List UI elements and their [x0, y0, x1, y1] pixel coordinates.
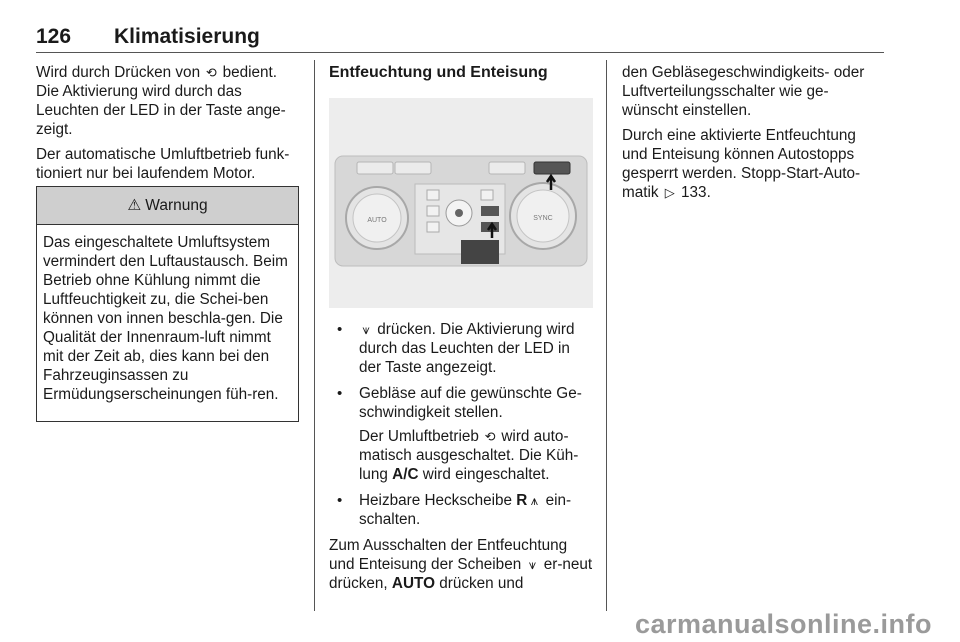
list-item: • Heizbare Heckscheibe R ⩚ ein-schalten.	[329, 491, 593, 529]
instruction-list	[329, 320, 593, 422]
recirc-paragraph: Wird durch Drücken von ⟲ bedient. Die Aktivierung wird durch das Leuchten der LED in der Taste ange-zeigt.	[36, 64, 286, 138]
warning-header	[37, 187, 298, 225]
climate-control-panel-image	[329, 98, 593, 308]
column-1	[36, 63, 302, 189]
warning-box	[36, 186, 299, 422]
watermark: carmanualsonline.info	[634, 609, 932, 639]
column-divider-left	[314, 60, 315, 611]
list-item: • ⩛ drücken. Die Aktivierung wird durch das Leuchten der LED in der Taste angezeigt.	[329, 320, 593, 377]
auto-recirc-paragraph: Der automatische Umluftbetrieb funk-tioniert nur bei laufendem Motor.	[36, 146, 290, 182]
windshield-defrost-icon: ⩛	[528, 557, 537, 572]
autostop-paragraph: Durch eine aktivierte Entfeuchtung und Enteisung können Autostopps gesperrt werden. Stopp-Start-Auto-matik ▷ 133.	[622, 127, 861, 201]
instruction-list-2	[329, 491, 593, 529]
blower-paragraph: den Gebläsegeschwindigkeits- oder Luftverteilungsschalter wie ge-wünscht einstellen.	[622, 64, 865, 119]
auto-label: AUTO	[391, 575, 435, 592]
recirc-auto-off-note: Der Umluftbetrieb ⟲ wird auto-matisch ausgeschaltet. Die Küh-lung A/C wird eingeschaltet.	[359, 428, 579, 483]
recirculation-icon: ⟲	[205, 65, 217, 80]
column-2-text	[329, 320, 593, 593]
recirculation-icon: ⟲	[484, 429, 496, 444]
page-number: 126	[36, 25, 72, 48]
warning-title: Warnung	[145, 196, 208, 214]
warning-body: Das eingeschaltete Umluftsystem vermindert den Luftaustausch. Beim Betrieb ohne Kühlung nimmt die Luftfeuchtigkeit zu, die Schei-ben können von innen beschla-gen. Die Qualität der Innenraum-luft nimmt mit der Zeit ab, dies kann bei den Fahrzeuginsassen zu Ermüdungserscheinungen füh-ren.	[43, 234, 288, 403]
list-item: • Gebläse auf die gewünschte Ge-schwindigkeit stellen.	[329, 384, 593, 422]
rear-window-heat-icon: ⩚	[530, 493, 539, 508]
page-reference-link[interactable]: 133.	[681, 184, 711, 201]
section-heading: Entfeuchtung und Enteisung	[329, 64, 548, 81]
knob-left-label: AUTO	[367, 217, 387, 224]
ac-label: A/C	[392, 466, 419, 483]
column-divider-right	[606, 60, 607, 611]
switch-off-paragraph: Zum Ausschalten der Entfeuchtung und Enteisung der Scheiben ⩛ er-neut drücken, AUTO drücken und	[329, 537, 593, 592]
chapter-title: Klimatisierung	[114, 25, 260, 48]
windshield-defrost-icon: ⩛	[362, 322, 370, 337]
column-2	[329, 63, 593, 92]
rear-heat-r-label: R	[516, 492, 528, 509]
page-header	[36, 24, 884, 53]
column-3	[622, 63, 884, 208]
page-reference-arrow-icon: ▷	[664, 185, 675, 200]
warning-triangle-icon: ⚠	[127, 197, 142, 214]
knob-right-label: SYNC	[533, 215, 553, 222]
